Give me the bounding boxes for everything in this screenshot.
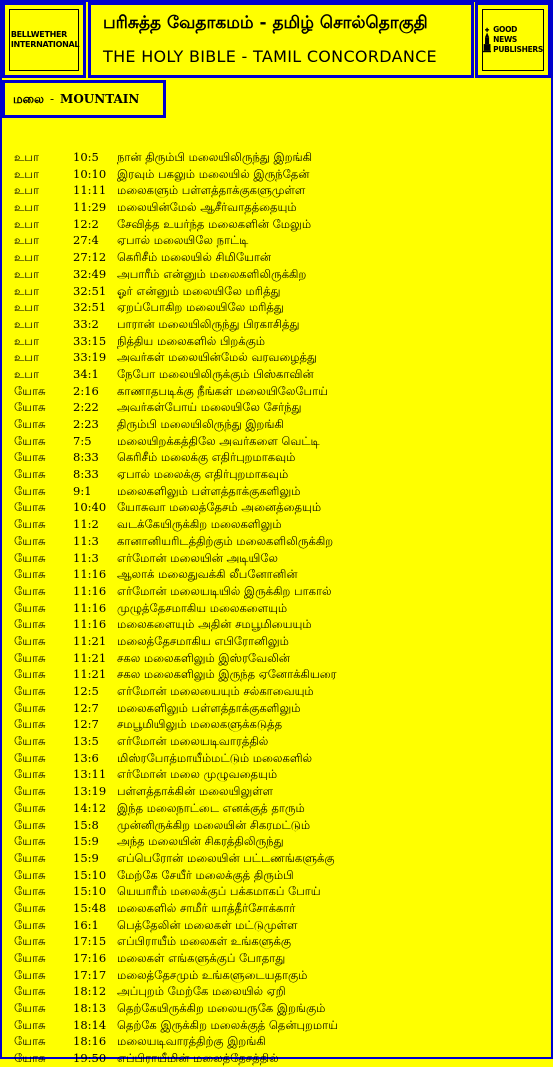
list-item — [14, 867, 544, 884]
entry-book: யோசு — [14, 667, 46, 682]
entry-reference: 15:10 — [73, 867, 107, 882]
entry-reference: 17:15 — [73, 934, 107, 949]
logo-left-line2: INTERNATIONAL — [10, 40, 80, 49]
entry-reference: 11:2 — [73, 517, 99, 532]
list-item — [14, 483, 544, 500]
list-item — [14, 149, 544, 166]
entry-book: யோசு — [14, 550, 46, 565]
entry-book: யோசு — [14, 917, 46, 932]
entry-text: திரும்பி மலையிலிருந்து இறங்கி — [117, 417, 284, 431]
entry-book: யோசு — [14, 450, 46, 465]
list-item — [14, 550, 544, 567]
entry-text: எர்மோன் மலை முழுவதையும் — [117, 767, 278, 782]
list-item — [14, 1033, 544, 1050]
entry-reference: 2:16 — [73, 383, 99, 398]
entry-text: காணாதபடிக்கு நீங்கள் மலையிலேபோய் — [117, 383, 328, 398]
entry-reference: 33:19 — [73, 350, 107, 365]
entry-book: யோசு — [14, 850, 46, 865]
entry-text: எர்மோன் மலையடிவாரத்தில் — [117, 734, 269, 749]
entry-book: யோசு — [14, 817, 46, 832]
bellwether-logo — [2, 2, 86, 78]
headword-dash: - — [49, 92, 55, 106]
entry-text: முன்னிருக்கிற மலையின் சிகரமட்டும் — [117, 817, 311, 832]
entry-text: இரவும் பகலும் மலையில் இருந்தேன் — [117, 166, 310, 181]
entry-book: யோசு — [14, 867, 46, 882]
entry-reference: 18:16 — [73, 1034, 107, 1049]
entry-book: யோசு — [14, 984, 46, 999]
entry-book: யோசு — [14, 583, 46, 598]
entry-reference: 15:9 — [73, 834, 99, 849]
list-item — [14, 650, 544, 667]
list-item — [14, 633, 544, 650]
entry-text: மலைத்தேசமாகிய எபிரோனிலும் — [117, 633, 289, 648]
entry-reference: 8:33 — [73, 467, 99, 482]
list-item — [14, 216, 544, 233]
entry-book: யோசு — [14, 784, 46, 799]
list-item — [14, 449, 544, 466]
entry-reference: 18:12 — [73, 984, 107, 999]
entry-reference: 14:12 — [73, 800, 107, 815]
entry-text: எப்பெரோன் மலையின் பட்டணங்களுக்கு — [117, 850, 335, 865]
entry-reference: 18:13 — [73, 1001, 107, 1016]
list-item — [14, 299, 544, 316]
entry-text: அவர்கள்போய் மலையிலே சேர்ந்து — [117, 400, 302, 415]
entry-reference: 13:5 — [73, 734, 99, 749]
entry-reference: 12:2 — [73, 216, 99, 231]
list-item — [14, 266, 544, 283]
entry-book: யோசு — [14, 967, 46, 982]
entry-text: மலைகளையும் அதின் சமபூமியையும் — [117, 617, 312, 632]
list-item — [14, 283, 544, 300]
entry-text: மலைகளிலும் பள்ளத்தாக்குகளிலும் — [117, 483, 301, 498]
headword-tamil: மலை — [13, 92, 44, 106]
list-item — [14, 349, 544, 366]
list-item — [14, 616, 544, 633]
entry-book: யோசு — [14, 1001, 46, 1016]
entry-reference: 34:1 — [73, 366, 99, 381]
list-item — [14, 1050, 544, 1067]
entry-book: உபா — [14, 166, 39, 181]
entry-text: கெரிசீம் மலையில் சிமியோன் — [117, 250, 272, 265]
entry-reference: 11:16 — [73, 567, 107, 582]
goodnews-logo — [475, 2, 551, 78]
entry-text: மேற்கே சேயீர் மலைக்குத் திரும்பி — [117, 867, 294, 882]
list-item — [14, 967, 544, 984]
concordance-list — [14, 149, 544, 1067]
headword — [13, 92, 139, 108]
entry-text: எர்மோன் மலையடியில் இருக்கிற பாகால் — [117, 583, 332, 598]
entry-book: உபா — [14, 283, 39, 298]
entry-book: உபா — [14, 150, 39, 164]
list-item — [14, 166, 544, 183]
entry-book: யோசு — [14, 600, 46, 615]
list-item — [14, 516, 544, 533]
list-item — [14, 499, 544, 516]
entry-text: ஏபால் மலைக்கு எதிர்புறமாகவும் — [117, 467, 289, 482]
entry-reference: 27:12 — [73, 250, 107, 265]
church-icon — [483, 22, 491, 58]
list-item — [14, 983, 544, 1000]
entry-text: கெரிசீம் மலைக்கு எதிர்புறமாகவும் — [117, 450, 296, 465]
entry-reference: 13:19 — [73, 784, 107, 799]
entry-reference: 32:49 — [73, 266, 107, 281]
entry-text: எர்மோன் மலையையும் சல்காவையும் — [117, 684, 314, 698]
entry-reference: 19:50 — [73, 1051, 107, 1066]
entry-reference: 10:5 — [73, 150, 99, 164]
list-item — [14, 533, 544, 550]
list-item — [14, 1017, 544, 1034]
entry-book: யோசு — [14, 951, 46, 965]
entry-book: யோசு — [14, 633, 46, 648]
entry-book: யோசு — [14, 934, 46, 949]
logo-right-line1: GOOD NEWS — [493, 25, 518, 44]
entry-text: ஆலாக் மலைதுவக்கி லீபனோனின் — [117, 567, 298, 582]
entry-text: மலையிறக்கத்திலே அவர்களை வெட்டி — [117, 433, 320, 448]
entry-book: உபா — [14, 183, 39, 198]
entry-text: பள்ளத்தாக்கின் மலையிலுள்ள — [117, 784, 273, 799]
entry-book: யோசு — [14, 700, 46, 715]
list-item — [14, 683, 544, 700]
entry-book: உபா — [14, 216, 39, 231]
entry-reference: 8:33 — [73, 450, 99, 465]
entry-book: யோசு — [14, 417, 46, 431]
entry-book: உபா — [14, 233, 39, 248]
list-item — [14, 917, 544, 934]
entry-book: யோசு — [14, 1051, 46, 1066]
title-english: THE HOLY BIBLE - TAMIL CONCORDANCE — [103, 47, 437, 66]
entry-text: அபாரீம் என்னும் மலைகளிலிருக்கிற — [117, 266, 307, 281]
entry-reference: 17:16 — [73, 951, 107, 965]
list-item — [14, 817, 544, 834]
word-box — [2, 80, 166, 118]
entry-text: யோசுவா மலைத்தேசம் அனைத்தையும் — [117, 500, 322, 515]
entry-book: யோசு — [14, 433, 46, 448]
entry-book: யோசு — [14, 533, 46, 548]
list-item — [14, 666, 544, 683]
entry-text: மலையடிவாரத்திற்கு இறங்கி — [117, 1034, 266, 1049]
entry-reference: 11:16 — [73, 600, 107, 615]
entry-reference: 13:6 — [73, 750, 99, 765]
entry-text: மிஸ்ரபோத்மாயீம்மட்டும் மலைகளில் — [117, 750, 313, 765]
entry-text: மலையின்மேல் ஆசீர்வாதத்தையும் — [117, 200, 297, 215]
entry-text: கானானியரிடத்திற்கும் மலைகளிலிருக்கிற — [117, 533, 334, 548]
list-item — [14, 466, 544, 483]
entry-reference: 12:7 — [73, 717, 99, 732]
entry-book: யோசு — [14, 767, 46, 782]
entry-book: உபா — [14, 200, 39, 215]
entry-reference: 11:16 — [73, 617, 107, 632]
list-item — [14, 583, 544, 600]
entry-book: யோசு — [14, 567, 46, 582]
entry-reference: 12:5 — [73, 684, 99, 698]
entry-reference: 13:11 — [73, 767, 107, 782]
list-item — [14, 700, 544, 717]
entry-book: யோசு — [14, 800, 46, 815]
entry-reference: 11:3 — [73, 550, 99, 565]
entry-book: உபா — [14, 350, 39, 365]
list-item — [14, 1000, 544, 1017]
entry-book: யோசு — [14, 617, 46, 632]
entry-text: நான் திரும்பி மலையிலிருந்து இறங்கி — [117, 150, 313, 164]
entry-book: யோசு — [14, 500, 46, 515]
entry-book: உபா — [14, 300, 39, 315]
entry-book: யோசு — [14, 1034, 46, 1049]
entry-text: மலைகள் எங்களுக்குப் போதாது — [117, 951, 286, 965]
list-item — [14, 900, 544, 917]
entry-text: இந்த மலைநாட்டை எனக்குத் தாரும் — [117, 800, 305, 815]
entry-reference: 11:21 — [73, 633, 107, 648]
entry-book: யோசு — [14, 517, 46, 532]
entry-reference: 17:17 — [73, 967, 107, 982]
entry-text: ஓர் என்னும் மலையிலே மரித்து — [117, 283, 281, 298]
list-item — [14, 766, 544, 783]
entry-text: தெற்கேயிருக்கிற மலையருகே இறங்கும் — [117, 1001, 326, 1016]
entry-text: சகல மலைகளிலும் இஸ்ரவேலின் — [117, 650, 290, 665]
headword-english: MOUNTAIN — [60, 92, 140, 106]
entry-text: எப்பிராயீம் மலைகள் உங்களுக்கு — [117, 934, 292, 949]
entry-reference: 11:11 — [73, 183, 107, 198]
list-item — [14, 733, 544, 750]
entry-text: தெற்கே இருக்கிற மலைக்குத் தென்புறமாய் — [117, 1017, 338, 1032]
entry-text: மலைகளிலும் பள்ளத்தாக்குகளிலும் — [117, 700, 301, 715]
entry-reference: 18:14 — [73, 1017, 107, 1032]
entry-text: முழுத்தேசமாகிய மலைகளையும் — [117, 600, 288, 615]
entry-book: யோசு — [14, 483, 46, 498]
list-item — [14, 232, 544, 249]
list-item — [14, 182, 544, 199]
entry-book: யோசு — [14, 834, 46, 849]
entry-book: உபா — [14, 250, 39, 265]
entry-book: யோசு — [14, 884, 46, 899]
entry-reference: 15:8 — [73, 817, 99, 832]
list-item — [14, 316, 544, 333]
title-box — [88, 2, 474, 78]
entry-text: எப்பிராயீமின் மலைத்தேசத்தில் — [117, 1051, 279, 1066]
list-item — [14, 566, 544, 583]
entry-book: உபா — [14, 316, 39, 331]
entry-reference: 15:48 — [73, 900, 107, 915]
entry-reference: 10:40 — [73, 500, 107, 515]
entry-text: மலைகளில் சாமீர் யாத்தீர்சோக்கார் — [117, 900, 296, 915]
entry-reference: 2:22 — [73, 400, 99, 415]
entry-reference: 11:29 — [73, 200, 107, 215]
list-item — [14, 750, 544, 767]
entry-text: பாரான் மலையிலிருந்து பிரகாசித்து — [117, 316, 300, 331]
list-item — [14, 433, 544, 450]
entry-reference: 16:1 — [73, 917, 99, 932]
title-tamil: பரிசுத்த வேதாகமம் - தமிழ் சொல்தொகுதி — [103, 13, 428, 33]
entry-text: ஏபால் மலையிலே நாட்டி — [117, 233, 249, 248]
entry-book: யோசு — [14, 400, 46, 415]
list-item — [14, 933, 544, 950]
list-item — [14, 199, 544, 216]
entry-text: வடக்கேயிருக்கிற மலைகளிலும் — [117, 517, 282, 532]
entry-text: அவர்கள் மலையின்மேல் வரவழைத்து — [117, 350, 317, 365]
entry-text: சமபூமியிலும் மலைகளுக்கடுத்த — [117, 717, 283, 732]
entry-text: அப்புறம் மேற்கே மலையில் ஏறி — [117, 984, 286, 999]
entry-text: எர்மோன் மலையின் அடியிலே — [117, 550, 278, 565]
entry-reference: 15:10 — [73, 884, 107, 899]
entry-book: யோசு — [14, 734, 46, 749]
entry-text: நித்திய மலைகளில் பிறக்கும் — [117, 333, 265, 348]
logo-left-line1: BELLWETHER — [10, 30, 68, 39]
entry-text: ஏறப்போகிற மலையிலே மரித்து — [117, 300, 284, 315]
entry-text: பெத்தேலின் மலைகள் மட்டுமுள்ள — [117, 917, 298, 932]
list-item — [14, 833, 544, 850]
entry-book: யோசு — [14, 750, 46, 765]
list-item — [14, 850, 544, 867]
entry-book: உபா — [14, 266, 39, 281]
list-item — [14, 366, 544, 383]
list-item — [14, 800, 544, 817]
entry-text: சகல மலைகளிலும் இருந்த ஏனோக்கியரை — [117, 667, 337, 682]
entry-reference: 10:10 — [73, 166, 107, 181]
entry-text: அந்த மலையின் சிகரத்திலிருந்து — [117, 834, 284, 849]
entry-reference: 11:21 — [73, 667, 107, 682]
list-item — [14, 600, 544, 617]
entry-text: நேபோ மலையிலிருக்கும் பிஸ்காவின் — [117, 366, 314, 381]
list-item — [14, 416, 544, 433]
entry-reference: 12:7 — [73, 700, 99, 715]
logo-right-line2: PUBLISHERS — [493, 45, 543, 54]
list-item — [14, 950, 544, 967]
entry-book: உபா — [14, 333, 39, 348]
entry-reference: 32:51 — [73, 300, 107, 315]
entry-reference: 32:51 — [73, 283, 107, 298]
entry-reference: 11:21 — [73, 650, 107, 665]
entry-reference: 33:15 — [73, 333, 107, 348]
list-item — [14, 883, 544, 900]
entry-reference: 15:9 — [73, 850, 99, 865]
entry-reference: 9:1 — [73, 483, 92, 498]
entry-book: யோசு — [14, 684, 46, 698]
entry-book: யோசு — [14, 900, 46, 915]
list-item — [14, 783, 544, 800]
entry-book: யோசு — [14, 383, 46, 398]
list-item — [14, 383, 544, 400]
list-item — [14, 399, 544, 416]
list-item — [14, 333, 544, 350]
entry-book: யோசு — [14, 650, 46, 665]
entry-text: யெயாரீம் மலைக்குப் பக்கமாகப் போய் — [117, 884, 321, 899]
entry-text: மலைத்தேசமும் உங்களுடையதாகும் — [117, 967, 308, 982]
entry-book: யோசு — [14, 717, 46, 732]
entry-book: யோசு — [14, 1017, 46, 1032]
entry-text: சேவித்த உயர்ந்த மலைகளின் மேலும் — [117, 216, 312, 231]
entry-reference: 11:16 — [73, 583, 107, 598]
entry-book: உபா — [14, 366, 39, 381]
entry-reference: 33:2 — [73, 316, 99, 331]
entry-reference: 2:23 — [73, 417, 99, 431]
list-item — [14, 716, 544, 733]
entry-book: யோசு — [14, 467, 46, 482]
list-item — [14, 249, 544, 266]
entry-reference: 27:4 — [73, 233, 99, 248]
entry-reference: 7:5 — [73, 433, 92, 448]
entry-text: மலைகளும் பள்ளத்தாக்குகளுமுள்ள — [117, 183, 306, 198]
entry-reference: 11:3 — [73, 533, 99, 548]
